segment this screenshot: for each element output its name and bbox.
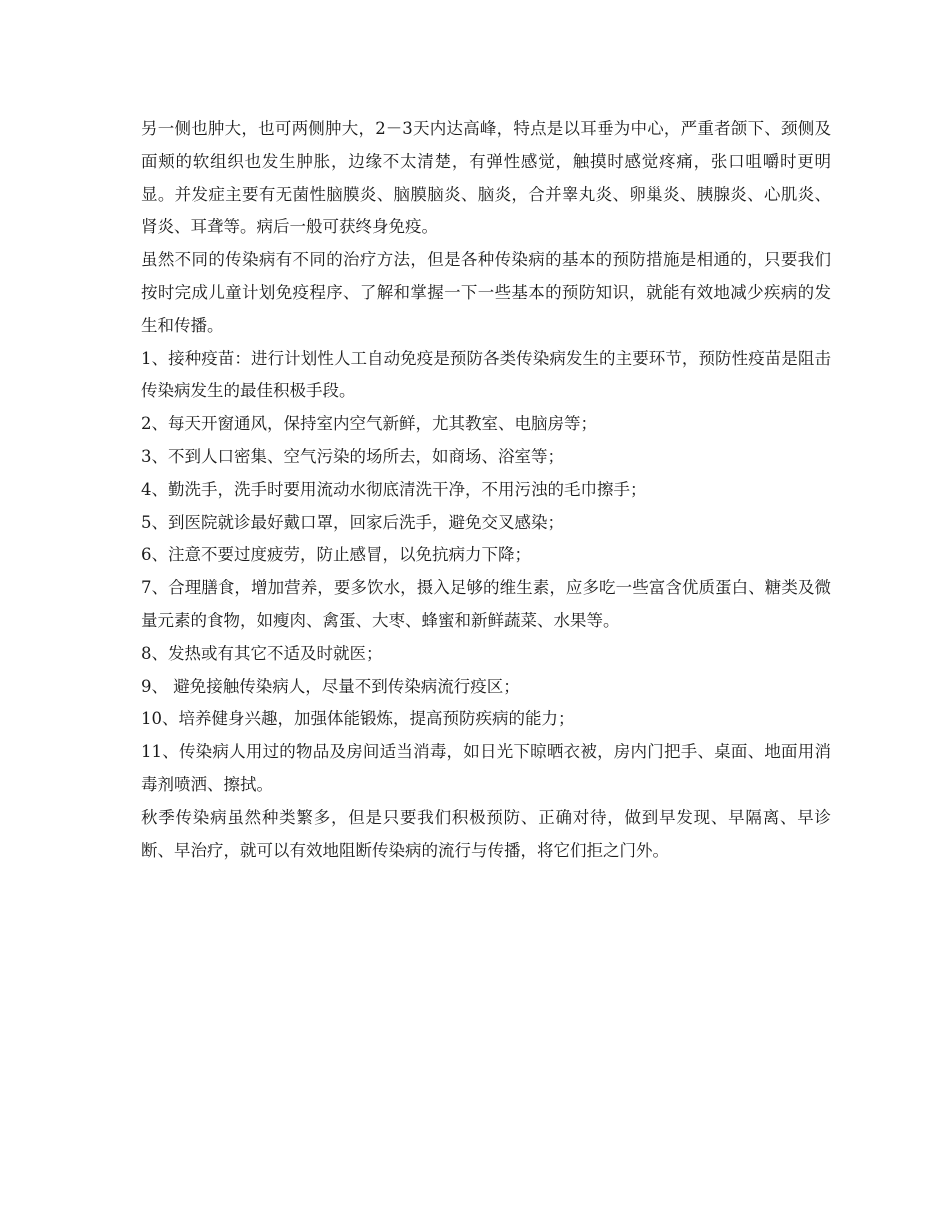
list-item-avoid-patients: 9、 避免接触传染病人，尽量不到传染病流行疫区； [141, 676, 520, 696]
list-item-ventilation: 2、每天开窗通风，保持室内空气新鲜，尤其教室、电脑房等； [141, 414, 597, 434]
document-body [141, 113, 831, 867]
list-item-disinfection: 11、传染病人用过的物品及房间适当消毒，如日光下晾晒衣被，房内门把手、桌面、地面用消毒剂喷洒、擦拭。 [141, 742, 831, 794]
paragraph-mumps-symptoms: 另一侧也肿大，也可两侧肿大，2－3天内达高峰，特点是以耳垂为中心，严重者颌下、颈侧及面颊的软组织也发生肿胀，边缘不太清楚，有弹性感觉，触摸时感觉疼痛，张口咀嚼时更明显。并发症主要有无菌性脑膜炎、脑膜脑炎、脑炎，合并睾丸炎、卵巢炎、胰腺炎、心肌炎、肾炎、耳聋等。病后一般可获终身免疫。 [141, 119, 831, 237]
list-item-seek-medical-care: 8、发热或有其它不适及时就医； [141, 643, 383, 663]
list-item-wear-mask: 5、到医院就诊最好戴口罩，回家后洗手，避免交叉感染； [141, 512, 564, 532]
list-item-avoid-fatigue: 6、注意不要过度疲劳，防止感冒，以免抗病力下降； [141, 545, 531, 565]
paragraph-conclusion: 秋季传染病虽然种类繁多，但是只要我们积极预防、正确对待，做到早发现、早隔离、早诊断、早治疗，就可以有效地阻断传染病的流行与传播，将它们拒之门外。 [141, 807, 831, 860]
list-item-vaccination: 1、接种疫苗：进行计划性人工自动免疫是预防各类传染病发生的主要环节，预防性疫苗是阻击传染病发生的最佳积极手段。 [141, 348, 831, 401]
list-item-avoid-crowds: 3、不到人口密集、空气污染的场所去，如商场、浴室等； [141, 446, 564, 466]
list-item-diet: 7、合理膳食，增加营养，要多饮水，摄入足够的维生素，应多吃一些富含优质蛋白、糖类及微量元素的食物，如瘦肉、禽蛋、大枣、蜂蜜和新鲜蔬菜、水果等。 [141, 578, 831, 630]
list-item-exercise: 10、培养健身兴趣，加强体能锻炼，提高预防疾病的能力； [141, 709, 575, 729]
list-item-hand-washing: 4、勤洗手，洗手时要用流动水彻底清洗干净，不用污浊的毛巾擦手； [141, 479, 647, 499]
paragraph-prevention-intro: 虽然不同的传染病有不同的治疗方法，但是各种传染病的基本的预防措施是相通的，只要我们按时完成儿童计划免疫程序、了解和掌握一下一些基本的预防知识，就能有效地减少疾病的发生和传播。 [141, 250, 831, 335]
